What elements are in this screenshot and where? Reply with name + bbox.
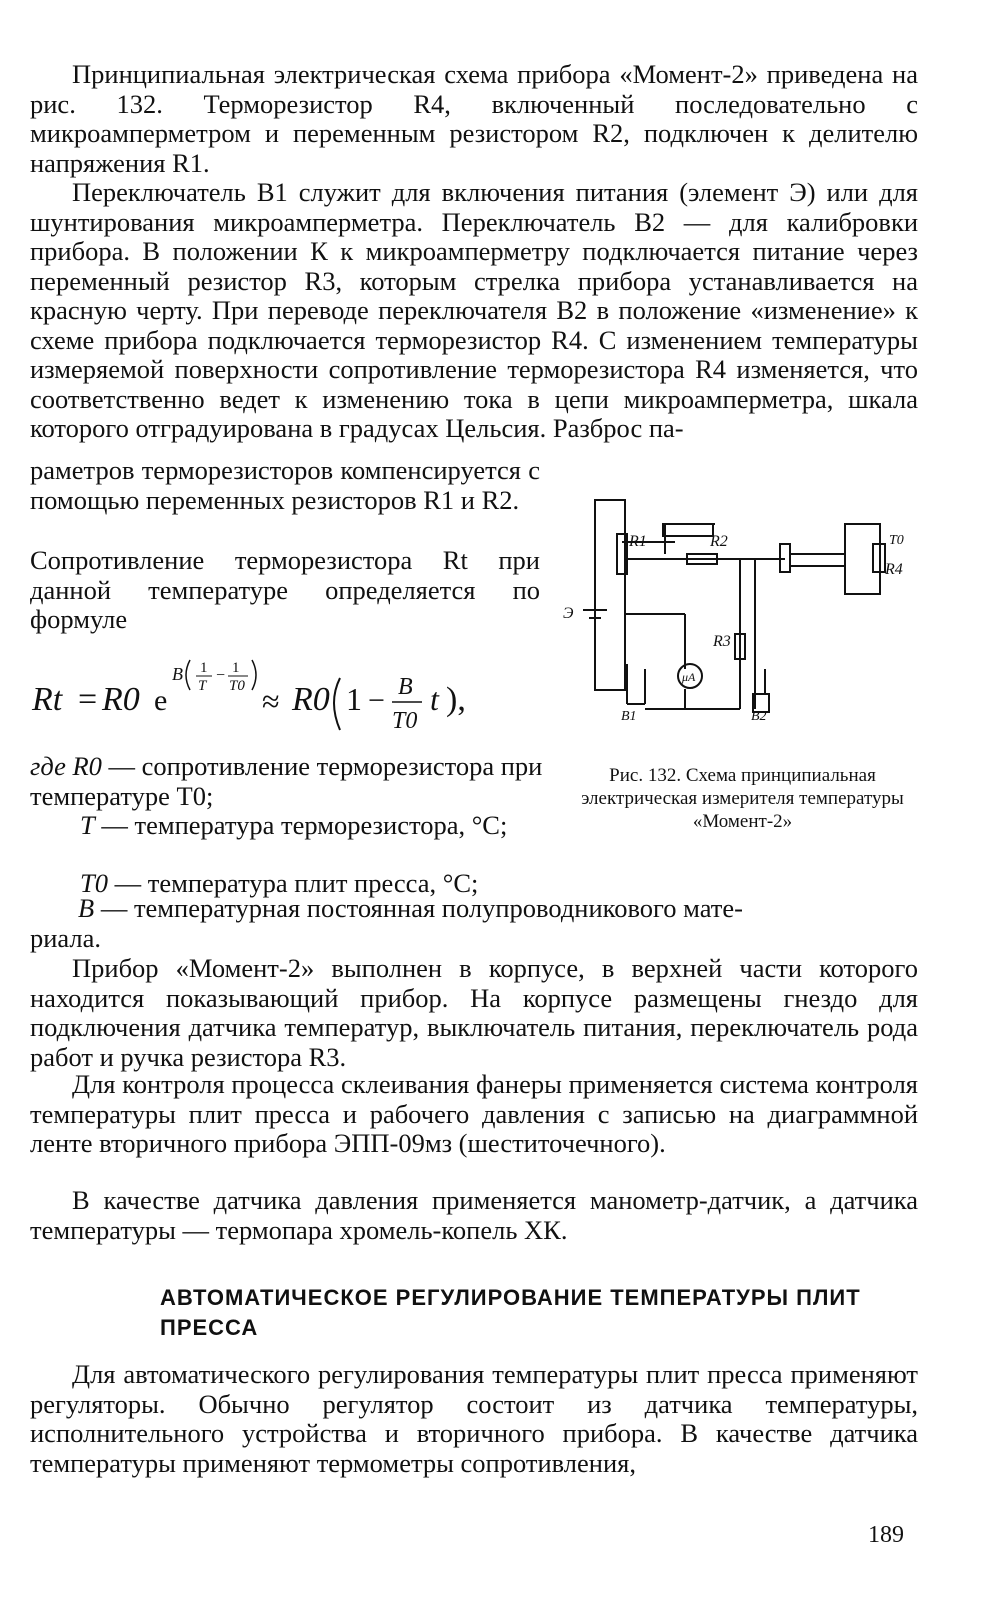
definition-t0: T0 — температура плит пресса, °С; [80,868,479,898]
formula-tail: ), [446,681,466,718]
paragraph-2-continuation: раметров терморезисторов компенсируется с помощью переменных резисторов R1 и R2. [30,455,540,515]
formula-lhs: Rt [32,681,63,718]
paragraph-6: Для контроля процесса склеивания фанеры применяется система контроля температуры плит пресса и рабочего давления с записью на диаграммной ленте вторичного прибора ЭПП-09мз (шеститочечного). [30,1069,918,1158]
label-e: Э [563,605,574,622]
label-r4: R4 [885,561,903,578]
circuit-diagram [555,484,915,724]
formula-approx: ≈ [262,683,280,719]
section-heading: АВТОМАТИЧЕСКОЕ РЕГУЛИРОВАНИЕ ТЕМПЕРАТУРЫ ПЛИТ ПРЕССА [160,1285,861,1340]
label-b2: B2 [751,709,767,724]
page-number: 189 [868,1522,904,1548]
formula-one: 1 [346,681,362,717]
formula-frac2-den: T0 [229,678,245,694]
paragraph-8: Для автоматического регулирования температуры плит пресса применяют регуляторы. Обычно регулятор состоит из датчика температуры, исполнительного устройства и вторичного прибора. В качестве датчика температуры применяют термометры сопротивления, [30,1359,918,1478]
formula-r0b: R0 [292,681,330,718]
label-b1: B1 [621,709,637,724]
formula-t: t [430,681,439,717]
formula-e: e [154,684,168,717]
definition-t: T — температура терморезистора, °С; [80,810,508,840]
paragraph-3: Сопротивление терморезистора Rt при данной температуре определяется по формуле [30,545,540,634]
formula-frac1-num: 1 [200,660,208,676]
figure-caption: Рис. 132. Схема принципиальная электрическая измерителя температуры «Момент-2» [581,765,904,832]
paragraph-5: Прибор «Момент-2» выполнен в корпусе, в верхней части которого находится показывающий прибор. На корпусе размещены гнездо для подключения датчика температур, выключатель питания, переключатель рода работ и ручка резистора R3. [30,953,918,1072]
definition-r0: где R0 — сопротивление терморезистора при температуре T0; [30,751,543,811]
formula-frac3-den: T0 [392,708,418,734]
label-r1: R1 [629,533,647,550]
formula-frac2-num: 1 [232,660,240,676]
formula-exp-b: B [172,664,183,684]
formula-frac1-den: T [198,678,207,694]
formula-eq: = [78,681,98,718]
label-r3: R3 [713,633,731,650]
label-ua: μA [682,670,696,684]
definition-b: B — температурная постоянная полупроводникового мате- риала. [30,893,743,953]
formula-svg [30,650,540,740]
paragraph-1: Принципиальная электрическая схема прибора «Момент-2» приведена на рис. 132. Терморезистор R4, включенный последовательно с микроамперметром и переменным резистором R2, подключен к делителю напряжения R1. [30,59,918,178]
label-r2: R2 [710,533,728,550]
formula-frac3-num: B [398,674,413,700]
paragraph-2: Переключатель B1 служит для включения питания (элемент Э) или для шунтирования микроамперметра. Переключатель B2 — для калибровки прибора. В положении К к микроамперметру подключается питание через переменный резистор R3, которым стрелка прибора устанавливается на красную черту. При переводе переключателя B2 в положение «изменение» к схеме прибора подключается терморезистор R4. С изменением температуры измеряемой поверхности сопротивление терморезистора R4 изменяется, что соответственно ведет к изменению тока в цепи микроамперметра, шкала которого отградуирована в градусах Цельсия. Разброс па- [30,177,918,443]
paragraph-7: В качестве датчика давления применяется манометр-датчик, а датчика температуры — термопара хромель-копель ХК. [30,1185,918,1245]
label-t0: T0 [889,533,904,548]
formula-r0: R0 [102,681,140,718]
circuit-figure [555,484,915,724]
formula-minus: − [368,684,385,717]
resistance-formula [30,650,540,740]
formula-frac-minus: − [216,667,226,684]
